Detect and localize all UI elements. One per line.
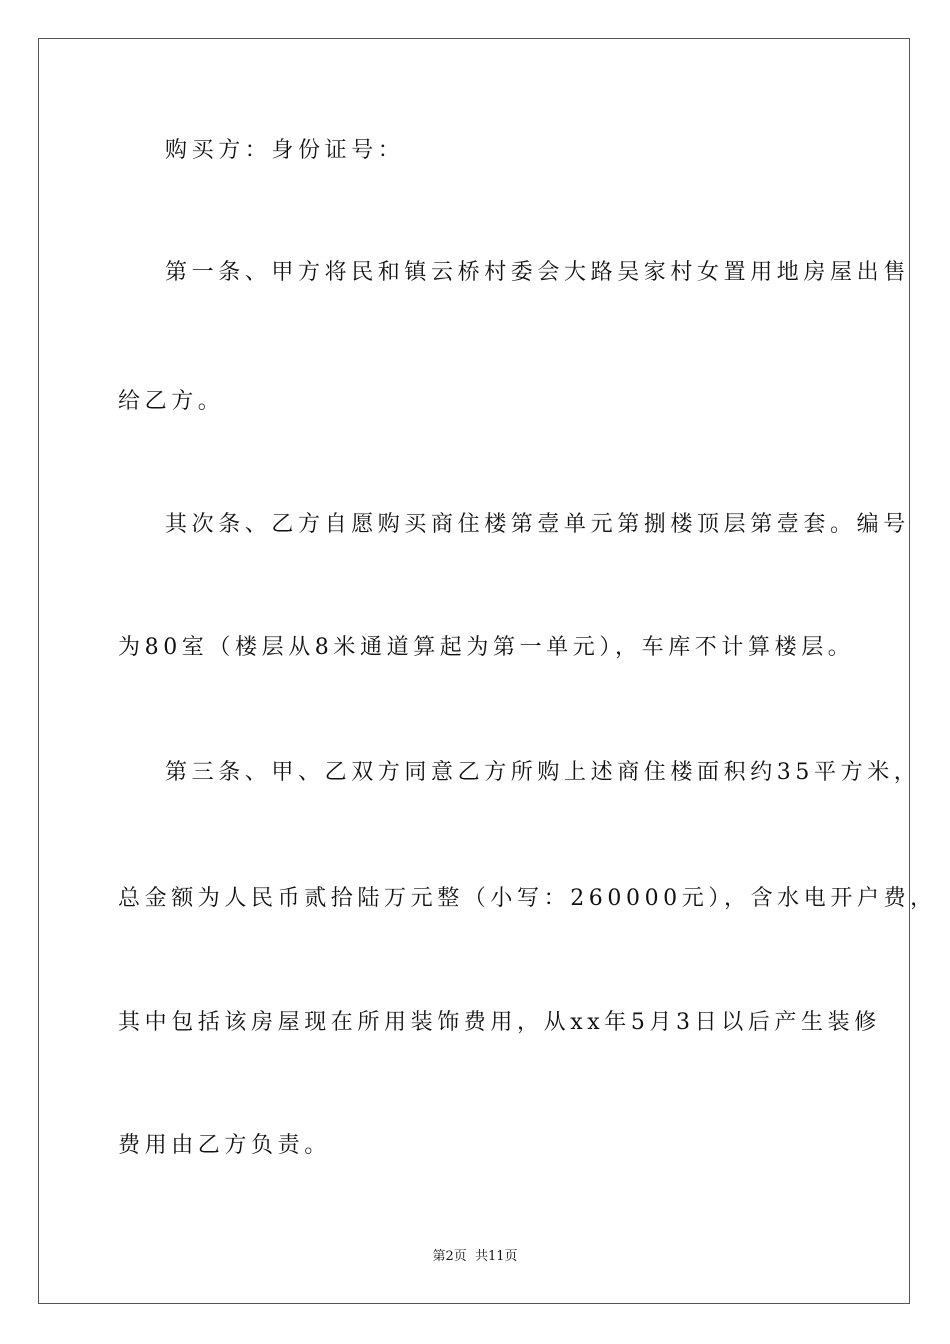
article-1-line-1: 第一条、甲方将民和镇云桥村委会大路吴家村女置用地房屋出售 — [165, 260, 910, 285]
page-number-current: 第2页 — [432, 1249, 467, 1264]
page-border — [38, 38, 910, 1304]
article-3-line-1: 第三条、甲、乙双方同意乙方所购上述商住楼面积约35平方米， — [165, 760, 921, 785]
article-3-line-4: 费用由乙方负责。 — [118, 1133, 331, 1158]
buyer-id-line: 购买方：身份证号： — [165, 138, 405, 163]
article-2-line-2: 为80室（楼层从8米通道算起为第一单元），车库不计算楼层。 — [118, 635, 855, 660]
article-1-line-2: 给乙方。 — [118, 389, 225, 414]
article-3-line-2: 总金额为人民币贰拾陆万元整（小写：260000元），含水电开户费， — [118, 886, 937, 911]
article-3-line-3: 其中包括该房屋现在所用装饰费用，从xx年5月3日以后产生装修 — [118, 1010, 881, 1035]
article-2-line-1: 其次条、乙方自愿购买商住楼第壹单元第捌楼顶层第壹套。编号 — [165, 512, 910, 537]
page-footer — [0, 1248, 950, 1266]
page-number-total: 共11页 — [474, 1249, 518, 1264]
